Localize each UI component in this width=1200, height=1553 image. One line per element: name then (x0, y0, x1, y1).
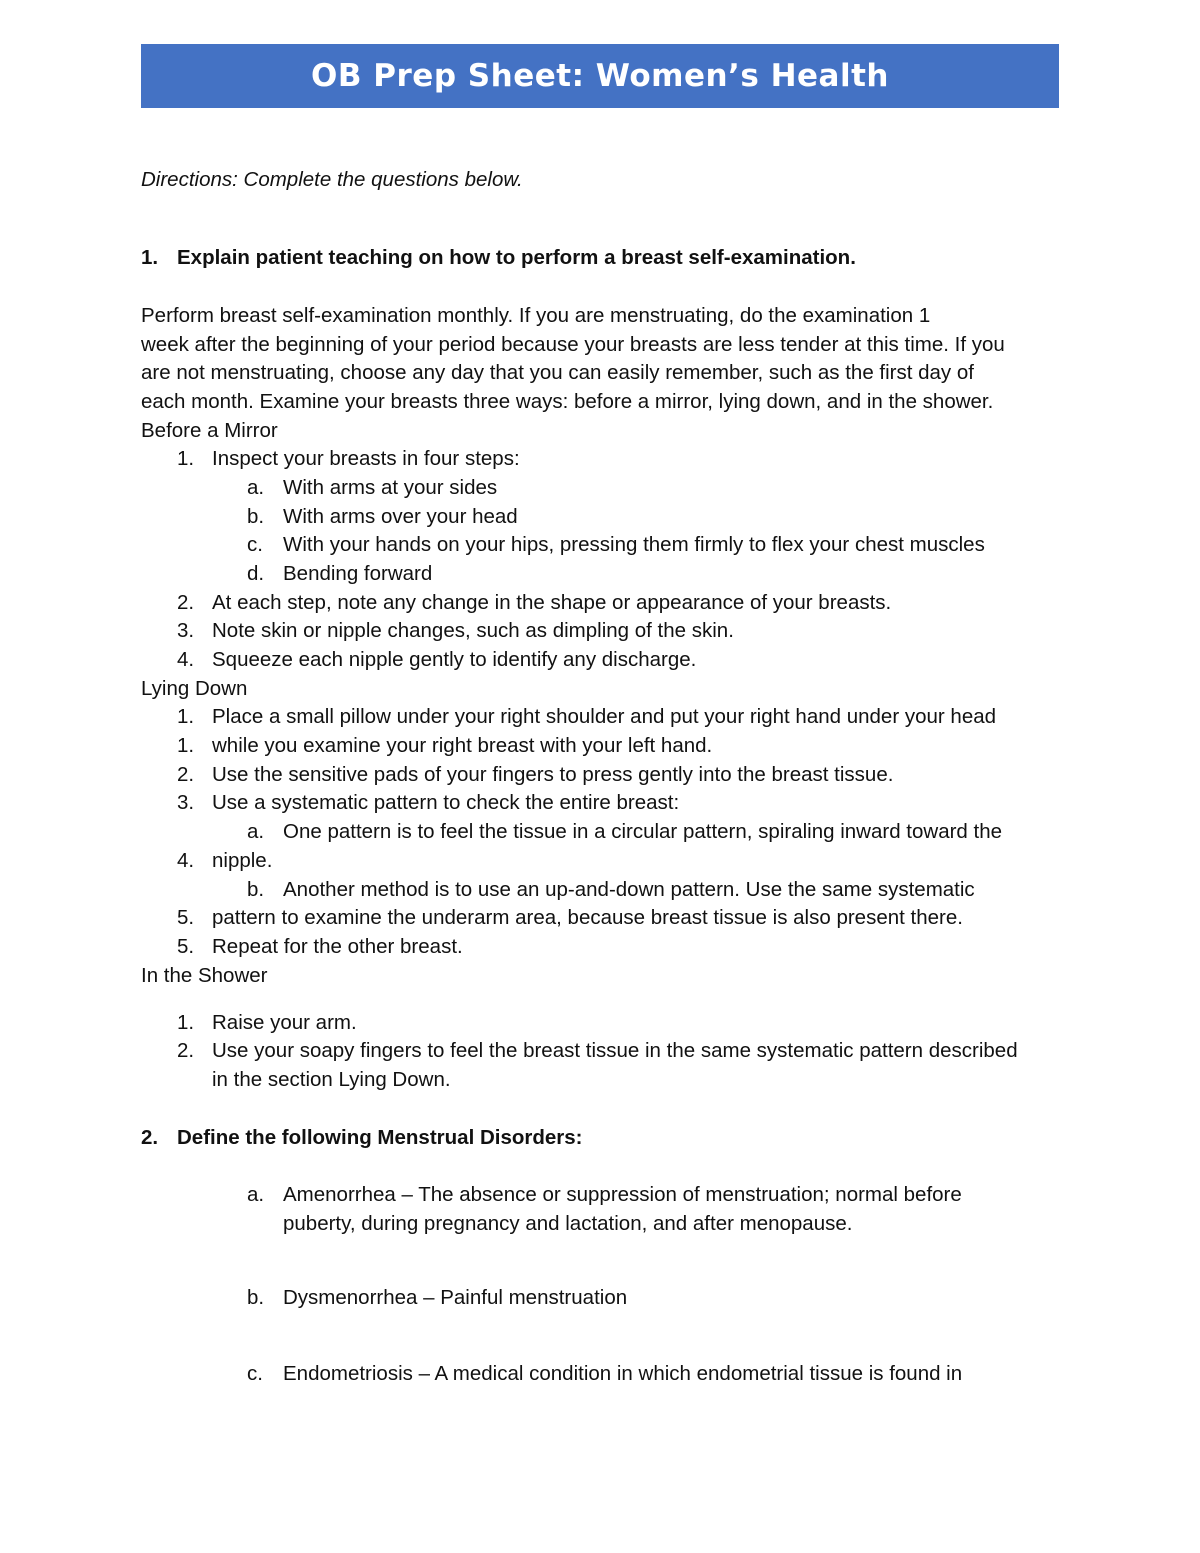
list-item: Use the sensitive pads of your fingers to press gently into the breast tissue. (212, 763, 894, 786)
list-item: Another method is to use an up-and-down pattern. Use the same systematic (283, 878, 975, 901)
list-number: 2. (177, 763, 195, 786)
list-number: 4. (177, 648, 195, 671)
list-item: Bending forward (283, 562, 433, 585)
list-number: 3. (177, 619, 195, 642)
list-item: Place a small pillow under your right shoulder and put your right hand under your head (212, 705, 997, 728)
q1-intro-line: are not menstruating, choose any day that you can easily remember, such as the first day of (141, 361, 974, 384)
q1-intro-line: each month. Examine your breasts three ways: before a mirror, lying down, and in the shower. (141, 390, 994, 413)
list-item: while you examine your right breast with your left hand. (212, 734, 713, 757)
list-item: With your hands on your hips, pressing them firmly to flex your chest muscles (283, 533, 985, 556)
directions: Directions: Complete the questions below. (141, 168, 523, 191)
q1-intro-line: week after the beginning of your period because your breasts are less tender at this time. If you (141, 333, 1005, 356)
list-number: 1. (177, 705, 195, 728)
shower-heading: In the Shower (141, 964, 268, 987)
list-item: pattern to examine the underarm area, because breast tissue is also present there. (212, 906, 963, 929)
list-number: 5. (177, 935, 195, 958)
list-item: With arms over your head (283, 505, 518, 528)
lying-heading: Lying Down (141, 677, 248, 700)
list-item: Squeeze each nipple gently to identify any discharge. (212, 648, 697, 671)
list-item: nipple. (212, 849, 273, 872)
list-number: 2. (177, 1039, 195, 1062)
definition-dysmenorrhea: Dysmenorrhea – Painful menstruation (283, 1286, 628, 1309)
q2-number: 2. (141, 1126, 159, 1149)
q1-question: Explain patient teaching on how to perform a breast self-examination. (177, 246, 856, 269)
list-letter: a. (247, 1183, 265, 1206)
list-number: 2. (177, 591, 195, 614)
list-letter: c. (247, 1362, 263, 1385)
list-letter: a. (247, 820, 265, 843)
list-item: Inspect your breasts in four steps: (212, 447, 520, 470)
list-item: Use a systematic pattern to check the entire breast: (212, 791, 680, 814)
list-item: With arms at your sides (283, 476, 498, 499)
list-number: 1. (177, 734, 195, 757)
page-title-banner (141, 44, 1059, 108)
list-number: 5. (177, 906, 195, 929)
definition-amenorrhea-continued: puberty, during pregnancy and lactation, and after menopause. (283, 1212, 853, 1235)
list-item: Note skin or nipple changes, such as dimpling of the skin. (212, 619, 734, 642)
list-number: 3. (177, 791, 195, 814)
q2-question: Define the following Menstrual Disorders: (177, 1126, 583, 1149)
list-item: One pattern is to feel the tissue in a circular pattern, spiraling inward toward the (283, 820, 1003, 843)
list-item: Raise your arm. (212, 1011, 357, 1034)
list-letter: b. (247, 878, 265, 901)
list-letter: b. (247, 505, 265, 528)
list-item: Use your soapy fingers to feel the breast tissue in the same systematic pattern described (212, 1039, 1018, 1062)
list-item: At each step, note any change in the shape or appearance of your breasts. (212, 591, 892, 614)
definition-amenorrhea: Amenorrhea – The absence or suppression of menstruation; normal before (283, 1183, 962, 1206)
list-letter: c. (247, 533, 263, 556)
mirror-heading: Before a Mirror (141, 419, 278, 442)
definition-endometriosis: Endometriosis – A medical condition in which endometrial tissue is found in (283, 1362, 963, 1385)
list-number: 1. (177, 447, 195, 470)
list-letter: d. (247, 562, 265, 585)
q1-intro-line: Perform breast self-examination monthly. If you are menstruating, do the examination 1 (141, 304, 931, 327)
list-item: Repeat for the other breast. (212, 935, 463, 958)
list-letter: b. (247, 1286, 265, 1309)
list-item-continued: in the section Lying Down. (212, 1068, 451, 1091)
list-number: 4. (177, 849, 195, 872)
list-letter: a. (247, 476, 265, 499)
list-number: 1. (177, 1011, 195, 1034)
q1-number: 1. (141, 246, 159, 269)
page-title: OB Prep Sheet: Women’s Health (311, 58, 889, 94)
